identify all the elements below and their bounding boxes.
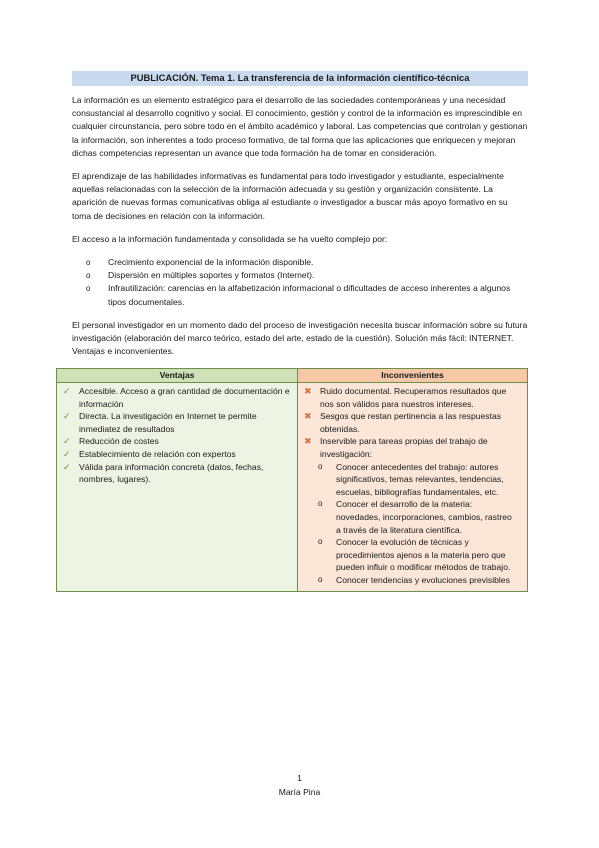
- con-sub-item: o Conocer la evolución de técnicas y procedimientos ajenos a la materia pero que pueden influir o modificar métodos de trabajo.: [318, 537, 511, 573]
- con-sub-item: o Conocer tendencias y evoluciones previsibles: [318, 574, 510, 585]
- page-content: [63, 71, 528, 592]
- con-sub-item: o Conocer antecedentes del trabajo: autores significativos, temas relevantes, tendencias, escuelas, bibliografías fundamentales, etc.: [318, 461, 504, 497]
- bullet-list: [72, 256, 528, 309]
- pros-cell: [57, 383, 298, 592]
- paragraph-3: El acceso a la información fundamentada y consolidada se ha vuelto complejo por:: [72, 233, 388, 244]
- pro-item: ✓ Directa. La investigación en Internet te permite inmediatez de resultados: [63, 411, 257, 434]
- check-icon: ✓: [63, 411, 71, 422]
- check-icon: ✓: [63, 436, 71, 447]
- circle-bullet-icon: o: [318, 574, 323, 584]
- cons-cell: [298, 383, 528, 592]
- pro-item: ✓ Establecimiento de relación con expertos: [63, 449, 236, 460]
- check-icon: ✓: [63, 461, 71, 472]
- circle-bullet-icon: o: [318, 499, 323, 509]
- list-item: o Crecimiento exponencial de la información disponible.: [86, 256, 528, 269]
- circle-bullet-icon: o: [318, 537, 323, 547]
- cons-header: Inconvenientes: [298, 369, 528, 383]
- con-item: ✖ Ruido documental. Recuperamos resultados que nos son válidos para nuestros intereses.: [304, 386, 507, 409]
- paragraph-4: El personal investigador en un momento dado del proceso de investigación necesita buscar información sobre su futura investigación (elaboración del marco teórico, estado del arte, estado de la cuestión). Solución más fácil: INTERNET. Ventajas e inconvenientes.: [72, 319, 528, 357]
- con-item: ✖ Sesgos que restan pertinencia a las respuestas obtenidas.: [304, 411, 502, 434]
- cross-icon: ✖: [304, 436, 312, 447]
- list-item: o Infrautilización: carencias en la alfabetización informacional o dificultades de acceso inherentes a algunos tipos documentales.: [86, 283, 511, 307]
- list-item: o Dispersión en múltiples soportes y formatos (Internet).: [86, 269, 528, 282]
- circle-bullet-icon: o: [86, 258, 91, 268]
- paragraph-2: El aprendizaje de las habilidades informativas es fundamental para todo investigador y estudiante, especialmente aquellas relacionadas con la selección de la información adecuada y su gestión y organización consistente. La aparición de nuevas formas comunicativas obliga al estudiante o investigador a buscar más apoyo formativo en su toma de decisiones en relación con la información.: [72, 171, 508, 221]
- circle-bullet-icon: o: [86, 271, 91, 281]
- circle-bullet-icon: o: [86, 284, 91, 294]
- con-sub-item: o Conocer el desarrollo de la materia: novedades, incorporaciones, cambios, rastreo a través de la literatura científica.: [318, 499, 512, 535]
- circle-bullet-icon: o: [318, 461, 323, 471]
- pro-item: ✓ Válida para información concreta (datos, fechas, nombres, lugares).: [63, 461, 264, 485]
- pro-item: ✓ Reducción de costes: [63, 436, 159, 447]
- page-title: PUBLICACIÓN. Tema 1. La transferencia de la información científico-técnica: [72, 71, 528, 86]
- footer-author: María Pina: [278, 787, 321, 797]
- pro-item: ✓ Accesible. Acceso a gran cantidad de documentación e información: [63, 386, 290, 409]
- con-item: ✖ Inservible para tareas propias del trabajo de investigación:: [304, 436, 488, 460]
- cross-icon: ✖: [304, 411, 312, 422]
- check-icon: ✓: [63, 449, 71, 460]
- pros-header: Ventajas: [57, 369, 298, 383]
- check-icon: ✓: [63, 386, 71, 397]
- page-number: 1: [297, 773, 302, 783]
- cross-icon: ✖: [304, 386, 312, 397]
- paragraph-1: La información es un elemento estratégico para el desarrollo de las sociedades contemporáneas y una necesidad consustancial al desarrollo cognitivo y social. El conocimiento, gestión y control de la información es imprescindible en cualquier circunstancia, pero sobre todo en el ámbito académico y laboral. Las competencias que controlan y gestionan la información, son inherentes a todo proceso formativo, de tal forma que las aplicaciones que enriquecen y mejoran dichas competencias representan un avance que toda formación ha de tomar en consideración.: [72, 95, 528, 158]
- pros-cons-table: [56, 368, 528, 591]
